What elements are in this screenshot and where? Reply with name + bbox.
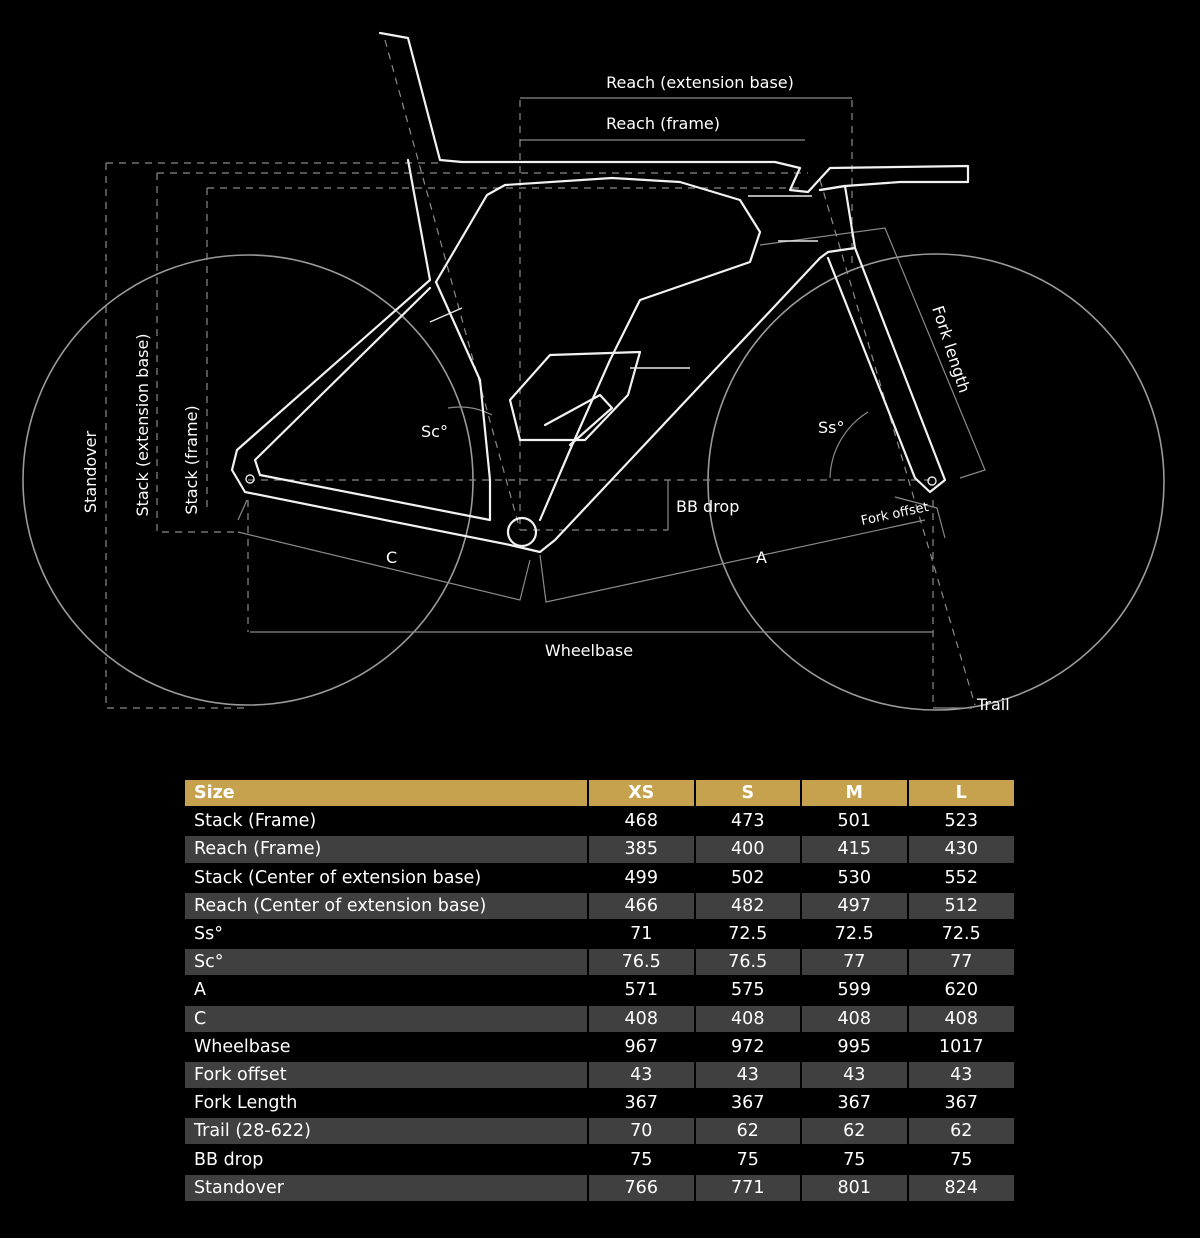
- row-value: 76.5: [695, 948, 802, 976]
- label-stack-extension-base: Stack (extension base): [133, 333, 152, 517]
- row-value: 473: [695, 807, 802, 835]
- row-value: 367: [908, 1089, 1015, 1117]
- label-reach-frame: Reach (frame): [606, 114, 720, 133]
- row-value: 71: [588, 920, 695, 948]
- table-row: [185, 835, 1014, 863]
- label-trail: Trail: [977, 695, 1010, 714]
- label-fork-offset: Fork offset: [859, 499, 931, 529]
- row-value: 620: [908, 976, 1015, 1004]
- row-value: 497: [801, 892, 908, 920]
- row-value: 72.5: [908, 920, 1015, 948]
- row-value: 77: [908, 948, 1015, 976]
- row-value: 75: [588, 1145, 695, 1173]
- row-value: 72.5: [695, 920, 802, 948]
- row-value: 76.5: [588, 948, 695, 976]
- row-value: 499: [588, 864, 695, 892]
- row-value: 801: [801, 1174, 908, 1202]
- row-label: Sc°: [185, 948, 588, 976]
- table-row: [185, 1145, 1014, 1173]
- row-value: 482: [695, 892, 802, 920]
- row-label: Ss°: [185, 920, 588, 948]
- header-xs: XS: [588, 780, 695, 807]
- row-label: C: [185, 1005, 588, 1033]
- label-reach-extension-base: Reach (extension base): [606, 73, 794, 92]
- table-row: [185, 920, 1014, 948]
- row-value: 512: [908, 892, 1015, 920]
- row-value: 972: [695, 1033, 802, 1061]
- label-sc-angle: Sc°: [421, 422, 448, 441]
- row-value: 766: [588, 1174, 695, 1202]
- row-value: 75: [801, 1145, 908, 1173]
- row-value: 77: [801, 948, 908, 976]
- table-row: [185, 976, 1014, 1004]
- row-value: 75: [908, 1145, 1015, 1173]
- row-label: A: [185, 976, 588, 1004]
- row-value: 415: [801, 835, 908, 863]
- row-value: 43: [908, 1061, 1015, 1089]
- row-value: 367: [588, 1089, 695, 1117]
- label-bb-drop: BB drop: [676, 497, 740, 516]
- row-value: 408: [695, 1005, 802, 1033]
- row-value: 967: [588, 1033, 695, 1061]
- table-row: [185, 1033, 1014, 1061]
- table-row: [185, 948, 1014, 976]
- row-value: 385: [588, 835, 695, 863]
- row-value: 771: [695, 1174, 802, 1202]
- label-stack-frame: Stack (frame): [182, 405, 201, 515]
- row-value: 575: [695, 976, 802, 1004]
- row-value: 72.5: [801, 920, 908, 948]
- row-value: 501: [801, 807, 908, 835]
- row-value: 400: [695, 835, 802, 863]
- row-label: Wheelbase: [185, 1033, 588, 1061]
- row-value: 43: [588, 1061, 695, 1089]
- row-label: Fork Length: [185, 1089, 588, 1117]
- table-row: [185, 1061, 1014, 1089]
- dimension-guides: [106, 40, 985, 708]
- geometry-table: [185, 780, 1014, 1203]
- row-value: 502: [695, 864, 802, 892]
- table-row: [185, 807, 1014, 835]
- label-standover: Standover: [81, 430, 100, 514]
- row-label: Fork offset: [185, 1061, 588, 1089]
- row-value: 523: [908, 807, 1015, 835]
- row-value: 571: [588, 976, 695, 1004]
- table-row: [185, 1174, 1014, 1202]
- label-front-center: A: [756, 548, 767, 567]
- row-value: 408: [801, 1005, 908, 1033]
- row-value: 824: [908, 1174, 1015, 1202]
- row-label: Stack (Center of extension base): [185, 864, 588, 892]
- row-value: 530: [801, 864, 908, 892]
- row-value: 70: [588, 1117, 695, 1145]
- row-value: 1017: [908, 1033, 1015, 1061]
- row-label: Reach (Center of extension base): [185, 892, 588, 920]
- row-value: 62: [801, 1117, 908, 1145]
- table-row: [185, 1117, 1014, 1145]
- row-value: 430: [908, 835, 1015, 863]
- row-value: 408: [588, 1005, 695, 1033]
- label-chainstay: C: [386, 548, 398, 567]
- row-value: 367: [801, 1089, 908, 1117]
- table-row: [185, 864, 1014, 892]
- row-value: 62: [695, 1117, 802, 1145]
- row-label: BB drop: [185, 1145, 588, 1173]
- row-value: 43: [695, 1061, 802, 1089]
- row-value: 75: [695, 1145, 802, 1173]
- row-value: 468: [588, 807, 695, 835]
- row-value: 43: [801, 1061, 908, 1089]
- header-s: S: [695, 780, 802, 807]
- table-header-row: [185, 780, 1014, 807]
- row-label: Standover: [185, 1174, 588, 1202]
- header-size: Size: [185, 780, 588, 807]
- table-row: [185, 1089, 1014, 1117]
- row-label: Stack (Frame): [185, 807, 588, 835]
- table-row: [185, 892, 1014, 920]
- row-value: 62: [908, 1117, 1015, 1145]
- row-label: Trail (28-622): [185, 1117, 588, 1145]
- frame-outline: [232, 33, 968, 552]
- label-ss-angle: Ss°: [818, 418, 845, 437]
- label-fork-length: Fork length: [928, 303, 975, 396]
- row-value: 367: [695, 1089, 802, 1117]
- row-value: 599: [801, 976, 908, 1004]
- label-wheelbase: Wheelbase: [544, 641, 634, 660]
- row-value: 552: [908, 864, 1015, 892]
- table-row: [185, 1005, 1014, 1033]
- row-value: 466: [588, 892, 695, 920]
- row-label: Reach (Frame): [185, 835, 588, 863]
- row-value: 408: [908, 1005, 1015, 1033]
- header-l: L: [908, 780, 1015, 807]
- row-value: 995: [801, 1033, 908, 1061]
- header-m: M: [801, 780, 908, 807]
